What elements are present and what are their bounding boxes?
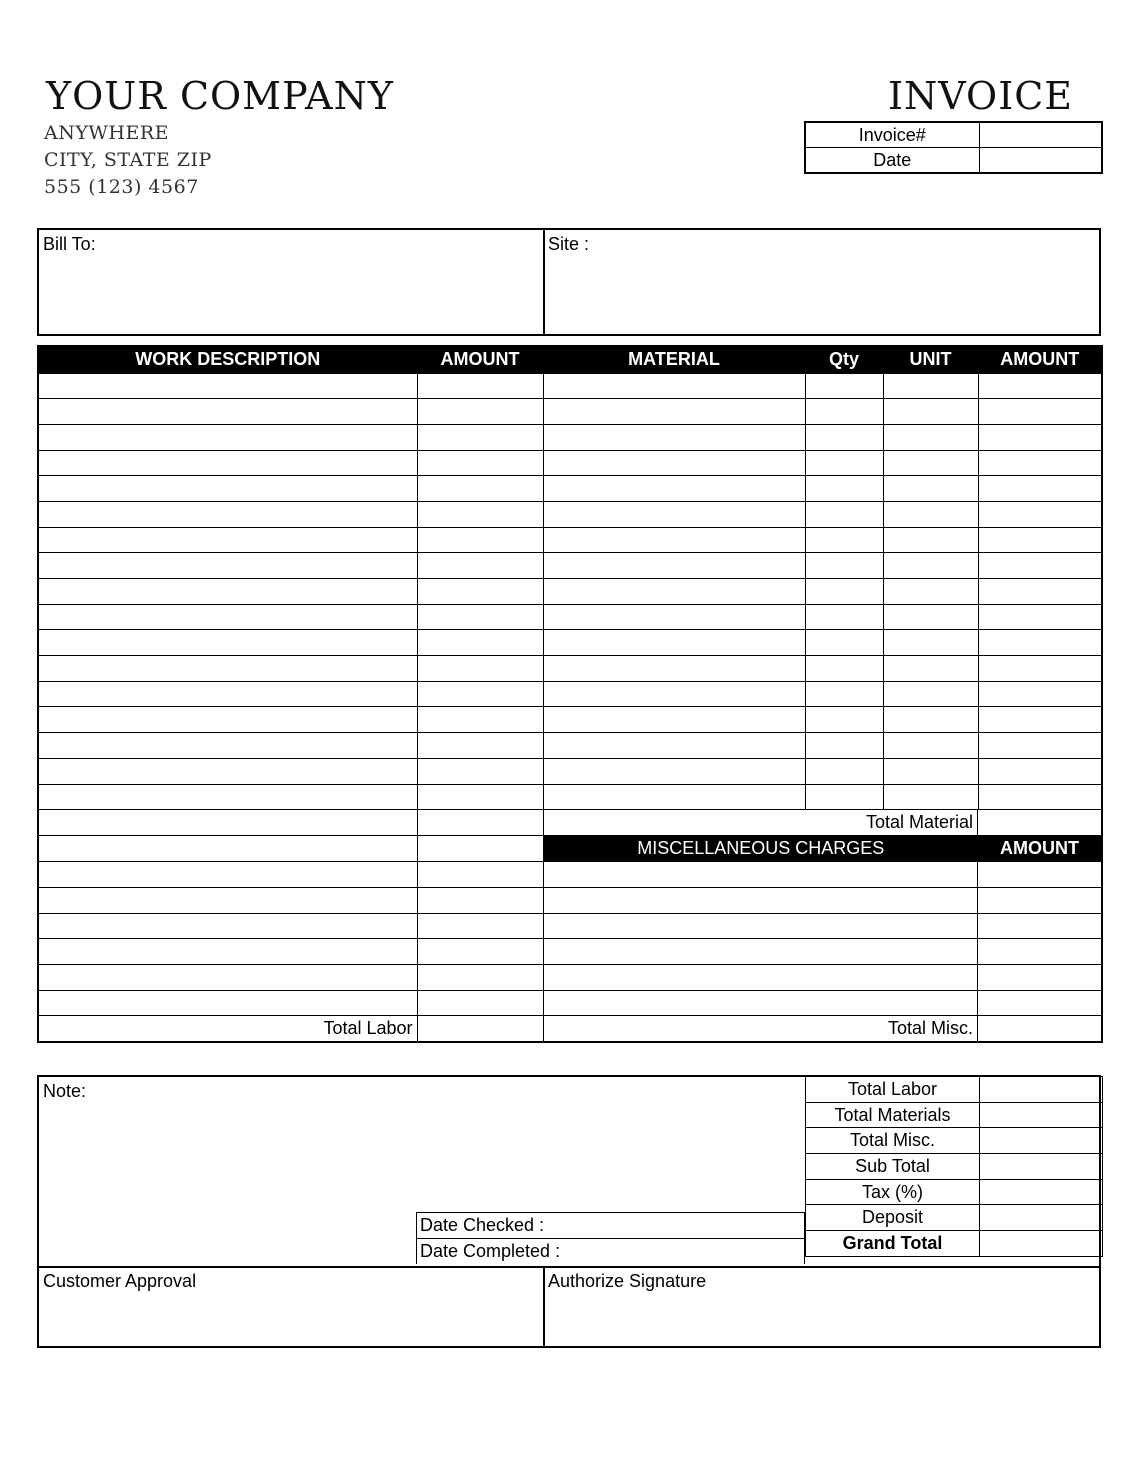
qty-cell[interactable] <box>805 784 883 810</box>
invoice-number-label: Invoice# <box>805 122 979 148</box>
unit-cell[interactable] <box>883 579 978 605</box>
customer-approval-label[interactable]: Customer Approval <box>43 1271 197 1291</box>
summary-value-field[interactable] <box>980 1128 1103 1154</box>
work-description-cell[interactable] <box>38 913 417 939</box>
total-labor-label: Total Labor <box>38 1016 417 1043</box>
unit-cell[interactable] <box>883 784 978 810</box>
unit-cell[interactable] <box>883 424 978 450</box>
qty-cell[interactable] <box>805 681 883 707</box>
material-amount-cell[interactable] <box>978 424 1102 450</box>
work-description-cell[interactable] <box>38 758 417 784</box>
unit-cell[interactable] <box>883 553 978 579</box>
labor-amount-cell[interactable] <box>417 604 543 630</box>
summary-label: Tax (%) <box>806 1179 980 1205</box>
site-label: Site : <box>548 234 590 254</box>
qty-cell[interactable] <box>805 424 883 450</box>
work-description-cell[interactable] <box>38 553 417 579</box>
material-cell[interactable] <box>543 681 805 707</box>
labor-amount-cell[interactable] <box>417 527 543 553</box>
unit-cell[interactable] <box>883 373 978 399</box>
notes-summary-box <box>37 1075 1101 1348</box>
qty-cell[interactable] <box>805 758 883 784</box>
material-amount-cell[interactable] <box>978 604 1102 630</box>
unit-cell[interactable] <box>883 399 978 425</box>
labor-amount-cell[interactable] <box>417 810 543 836</box>
labor-amount-cell[interactable] <box>417 964 543 990</box>
labor-amount-cell[interactable] <box>417 424 543 450</box>
header-misc-charges: MISCELLANEOUS CHARGES <box>637 838 885 859</box>
total-material-field[interactable] <box>978 810 1101 835</box>
unit-cell[interactable] <box>883 476 978 502</box>
misc-amount-cell[interactable] <box>978 888 1101 913</box>
header-labor-amount: AMOUNT <box>417 346 543 373</box>
qty-cell[interactable] <box>805 450 883 476</box>
work-description-cell[interactable] <box>38 501 417 527</box>
header-work-description: WORK DESCRIPTION <box>38 346 417 373</box>
material-cell[interactable] <box>543 707 805 733</box>
labor-amount-cell[interactable] <box>417 681 543 707</box>
work-description-cell[interactable] <box>38 604 417 630</box>
material-amount-cell[interactable] <box>978 630 1102 656</box>
material-cell[interactable] <box>543 733 805 759</box>
material-cell[interactable] <box>543 553 805 579</box>
note-label: Note: <box>43 1081 87 1101</box>
invoice-number-field[interactable] <box>979 122 1102 148</box>
work-description-cell[interactable] <box>38 887 417 913</box>
material-amount-cell[interactable] <box>978 707 1102 733</box>
material-amount-cell[interactable] <box>978 501 1102 527</box>
labor-amount-cell[interactable] <box>417 373 543 399</box>
date-checked-label[interactable]: Date Checked : <box>417 1213 805 1239</box>
qty-cell[interactable] <box>805 579 883 605</box>
summary-value-field[interactable] <box>980 1102 1103 1128</box>
work-description-cell[interactable] <box>38 579 417 605</box>
misc-charge-cell[interactable] <box>544 862 979 887</box>
unit-cell[interactable] <box>883 604 978 630</box>
unit-cell[interactable] <box>883 656 978 682</box>
qty-cell[interactable] <box>805 604 883 630</box>
material-cell[interactable] <box>543 604 805 630</box>
labor-amount-cell[interactable] <box>417 630 543 656</box>
header-material-amount: AMOUNT <box>978 346 1102 373</box>
company-phone: 555 (123) 4567 <box>44 176 199 198</box>
misc-amount-cell[interactable] <box>978 939 1101 964</box>
material-cell[interactable] <box>543 656 805 682</box>
material-cell[interactable] <box>543 630 805 656</box>
work-description-cell[interactable] <box>38 733 417 759</box>
invoice-date-label: Date <box>805 148 979 174</box>
material-cell[interactable] <box>543 784 805 810</box>
header-material: MATERIAL <box>543 346 805 373</box>
summary-value-field[interactable] <box>980 1231 1103 1257</box>
labor-amount-cell[interactable] <box>417 501 543 527</box>
material-amount-cell[interactable] <box>978 579 1102 605</box>
misc-charge-cell[interactable] <box>544 939 979 964</box>
summary-label: Sub Total <box>806 1154 980 1180</box>
labor-amount-cell[interactable] <box>417 553 543 579</box>
material-amount-cell[interactable] <box>978 450 1102 476</box>
material-amount-cell[interactable] <box>978 476 1102 502</box>
unit-cell[interactable] <box>883 681 978 707</box>
work-description-cell[interactable] <box>38 399 417 425</box>
work-description-cell[interactable] <box>38 784 417 810</box>
summary-value-field[interactable] <box>980 1154 1103 1180</box>
summary-value-field[interactable] <box>980 1179 1103 1205</box>
material-amount-cell[interactable] <box>978 399 1102 425</box>
qty-cell[interactable] <box>805 399 883 425</box>
material-cell[interactable] <box>543 476 805 502</box>
labor-amount-cell[interactable] <box>417 836 543 862</box>
misc-amount-cell[interactable] <box>978 862 1101 887</box>
work-description-cell[interactable] <box>38 681 417 707</box>
qty-cell[interactable] <box>805 733 883 759</box>
summary-label: Grand Total <box>806 1231 980 1257</box>
labor-amount-cell[interactable] <box>417 399 543 425</box>
company-name: YOUR COMPANY <box>46 74 394 118</box>
unit-cell[interactable] <box>883 758 978 784</box>
material-amount-cell[interactable] <box>978 733 1102 759</box>
unit-cell[interactable] <box>883 450 978 476</box>
material-cell[interactable] <box>543 501 805 527</box>
work-description-cell[interactable] <box>38 707 417 733</box>
work-description-cell[interactable] <box>38 990 417 1016</box>
company-address-line2: CITY, STATE ZIP <box>44 149 212 171</box>
total-labor-field[interactable] <box>417 1016 543 1043</box>
summary-label: Total Labor <box>806 1077 980 1103</box>
work-description-cell[interactable] <box>38 450 417 476</box>
unit-cell[interactable] <box>883 630 978 656</box>
header-misc-amount: AMOUNT <box>1000 838 1079 859</box>
material-cell[interactable] <box>543 758 805 784</box>
company-address-line1: ANYWHERE <box>44 122 170 144</box>
work-description-cell[interactable] <box>38 939 417 965</box>
labor-amount-cell[interactable] <box>417 913 543 939</box>
header-unit: UNIT <box>883 346 978 373</box>
summary-table <box>805 1076 1103 1257</box>
material-amount-cell[interactable] <box>978 373 1102 399</box>
misc-charge-cell[interactable] <box>544 965 979 990</box>
misc-amount-cell[interactable] <box>978 914 1101 939</box>
labor-amount-cell[interactable] <box>417 887 543 913</box>
invoice-meta-table <box>804 121 1103 174</box>
summary-label: Deposit <box>806 1205 980 1231</box>
labor-amount-cell[interactable] <box>417 707 543 733</box>
work-description-cell[interactable] <box>38 527 417 553</box>
material-cell[interactable] <box>543 579 805 605</box>
material-amount-cell[interactable] <box>978 758 1102 784</box>
misc-amount-cell[interactable] <box>978 991 1101 1016</box>
labor-amount-cell[interactable] <box>417 476 543 502</box>
work-description-cell[interactable] <box>38 964 417 990</box>
unit-cell[interactable] <box>883 733 978 759</box>
invoice-date-field[interactable] <box>979 148 1102 174</box>
misc-amount-cell[interactable] <box>978 965 1101 990</box>
work-description-cell[interactable] <box>38 836 417 862</box>
work-description-cell[interactable] <box>38 373 417 399</box>
material-cell[interactable] <box>543 399 805 425</box>
qty-cell[interactable] <box>805 630 883 656</box>
material-cell[interactable] <box>543 450 805 476</box>
unit-cell[interactable] <box>883 707 978 733</box>
material-cell[interactable] <box>543 527 805 553</box>
summary-value-field[interactable] <box>980 1077 1103 1103</box>
bill-to-label: Bill To: <box>43 234 96 254</box>
date-table <box>416 1212 805 1264</box>
labor-amount-cell[interactable] <box>417 450 543 476</box>
qty-cell[interactable] <box>805 553 883 579</box>
qty-cell[interactable] <box>805 373 883 399</box>
material-amount-cell[interactable] <box>978 681 1102 707</box>
labor-amount-cell[interactable] <box>417 733 543 759</box>
qty-cell[interactable] <box>805 527 883 553</box>
unit-cell[interactable] <box>883 527 978 553</box>
material-amount-cell[interactable] <box>978 553 1102 579</box>
qty-cell[interactable] <box>805 476 883 502</box>
labor-amount-cell[interactable] <box>417 579 543 605</box>
total-misc-field[interactable] <box>978 1016 1101 1041</box>
qty-cell[interactable] <box>805 656 883 682</box>
work-description-cell[interactable] <box>38 810 417 836</box>
labor-amount-cell[interactable] <box>417 784 543 810</box>
work-description-cell[interactable] <box>38 476 417 502</box>
date-completed-label[interactable]: Date Completed : <box>417 1238 805 1264</box>
total-material-label: Total Material <box>544 810 979 835</box>
material-amount-cell[interactable] <box>978 784 1102 810</box>
total-misc-label: Total Misc. <box>544 1016 979 1041</box>
qty-cell[interactable] <box>805 501 883 527</box>
material-amount-cell[interactable] <box>978 527 1102 553</box>
work-description-cell[interactable] <box>38 862 417 888</box>
bill-site-divider <box>543 230 545 334</box>
summary-label: Total Materials <box>806 1102 980 1128</box>
misc-charge-cell[interactable] <box>544 991 979 1016</box>
labor-amount-cell[interactable] <box>417 656 543 682</box>
labor-amount-cell[interactable] <box>417 758 543 784</box>
qty-cell[interactable] <box>805 707 883 733</box>
material-cell[interactable] <box>543 373 805 399</box>
summary-value-field[interactable] <box>980 1205 1103 1231</box>
unit-cell[interactable] <box>883 501 978 527</box>
work-description-cell[interactable] <box>38 424 417 450</box>
work-description-cell[interactable] <box>38 630 417 656</box>
labor-amount-cell[interactable] <box>417 990 543 1016</box>
misc-charge-cell[interactable] <box>544 914 979 939</box>
header-qty: Qty <box>805 346 883 373</box>
approval-divider <box>39 1266 1099 1268</box>
authorize-signature-label[interactable]: Authorize Signature <box>548 1271 707 1291</box>
bill-to-site-box <box>37 228 1101 336</box>
work-description-cell[interactable] <box>38 656 417 682</box>
labor-amount-cell[interactable] <box>417 862 543 888</box>
invoice-title: INVOICE <box>888 74 1074 118</box>
material-amount-cell[interactable] <box>978 656 1102 682</box>
labor-amount-cell[interactable] <box>417 939 543 965</box>
summary-label: Total Misc. <box>806 1128 980 1154</box>
misc-charge-cell[interactable] <box>544 888 979 913</box>
approval-split <box>543 1266 545 1346</box>
work-material-table <box>37 345 1103 1043</box>
material-cell[interactable] <box>543 424 805 450</box>
